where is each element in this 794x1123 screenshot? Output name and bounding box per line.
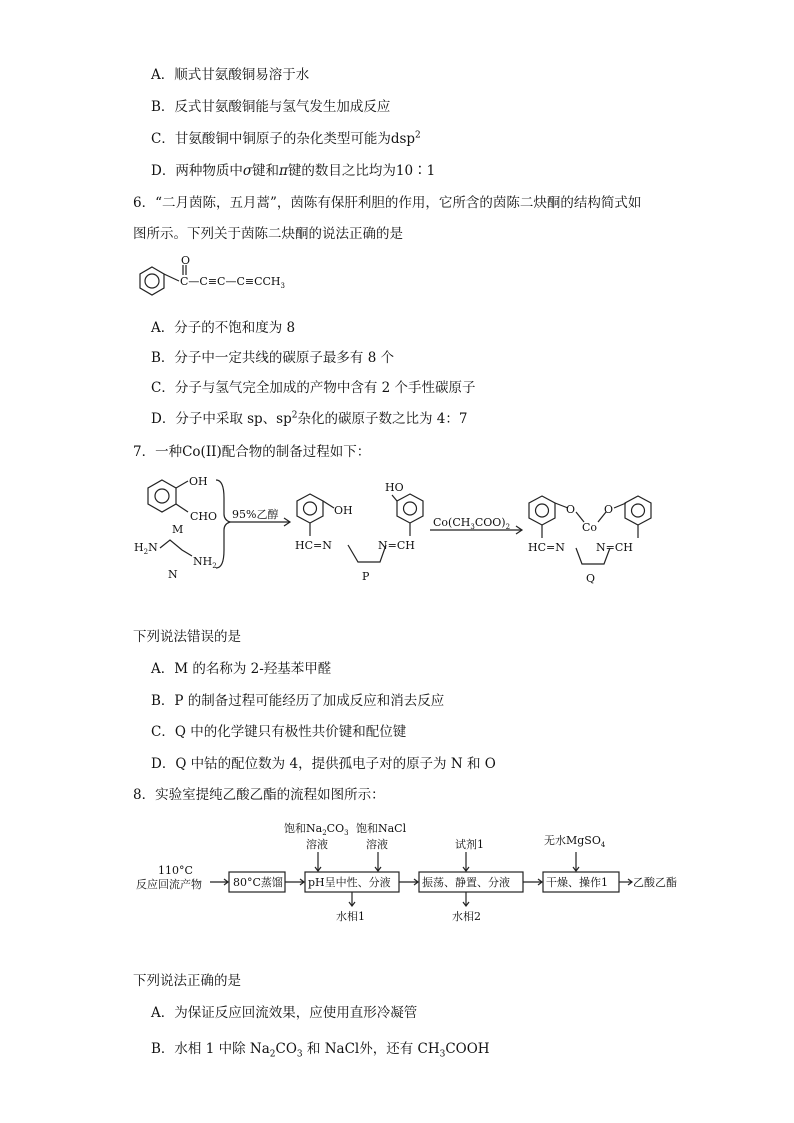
p-oh-left: OH (334, 504, 353, 517)
q7-option-b: B．P 的制备过程可能经历了加成反应和消去反应 (151, 693, 445, 709)
flow-box-neutral-separation-label: pH呈中性、分液 (308, 876, 391, 889)
n-h2n-label: $H_2N$ (134, 541, 158, 556)
q7-prompt: 下列说法错误的是 (133, 629, 241, 645)
p-imine-right: N=CH (378, 539, 415, 552)
q8-stem: 8．实验室提纯乙酸乙酯的流程如图所示： (133, 787, 385, 803)
flow-aqueous-1: 水相1 (336, 910, 365, 923)
reagent-1: 试剂1 (455, 838, 484, 851)
q-left-ring (529, 496, 555, 525)
ethylenediamine-chain (160, 540, 192, 556)
p-ho-right: HO (385, 481, 404, 494)
flow-start-label: 反应回流产物 (136, 878, 202, 891)
q5-option-c: C．甘氨酸铜中铜原子的杂化类型可能为dsp$^2$ (151, 130, 421, 147)
p-label: P (362, 570, 370, 583)
q7-option-d: D．Q 中钴的配位数为 4，提供孤电子对的原子为 N 和 O (151, 756, 496, 772)
q-imine-right: N=CH (596, 541, 633, 554)
p-right-ring (397, 494, 423, 523)
reagent-nacl-solution: 溶液 (366, 838, 388, 851)
q-o-left: O (566, 503, 576, 516)
reagent-mgso4: 无水MgSO$_4$ (544, 834, 606, 849)
benzene-aromatic-circle (145, 274, 159, 288)
q6-option-d: D．分子中采取 sp、$sp^2$杂化的碳原子数之比为 4：7 (151, 410, 468, 427)
reactants-brace (216, 480, 230, 568)
q5-option-d: D．两种物质中σ键和π键的数目之比均为10∶1 (151, 163, 436, 179)
q7-reaction-scheme (130, 468, 670, 590)
q7-option-c: C．Q 中的化学键只有极性共价键和配位键 (151, 724, 407, 740)
flow-box-dry-label: 干燥、操作1 (546, 876, 608, 889)
q6-structure-diagram (130, 255, 300, 305)
m-benzene-ring (148, 480, 176, 512)
m-oh-label: OH (189, 475, 208, 488)
m-cho-label: CHO (190, 510, 218, 523)
reagent-ethanol: 95%乙醇 (232, 508, 279, 521)
n-label: N (168, 568, 178, 581)
flow-product: 乙酸乙酯 (633, 876, 677, 889)
q8-flow-diagram (130, 818, 690, 933)
flow-start-temp: 110°C (158, 864, 193, 877)
q6-stem-line-2: 图所示。下列关于茵陈二炔酮的说法正确的是 (133, 226, 403, 242)
flow-box-distillation-label: 80°C蒸馏 (233, 876, 283, 889)
q-label: Q (586, 572, 596, 585)
q6-stem-line-1: 6．“二月茵陈，五月蒿”，茵陈有保肝利胆的作用，它所含的茵陈二炔酮的结构简式如 (133, 195, 642, 211)
reagent-cobalt-acetate: $Co(CH_3COO)_2$ (433, 516, 511, 531)
benzene-ring (140, 267, 164, 295)
q8-option-b: B．水相 1 中除 $Na_2CO_3$ 和 NaCl外，还有 $CH_3COOH$ (151, 1041, 490, 1060)
q-right-ring (625, 496, 651, 525)
q6-option-b: B．分子中一定共线的碳原子最多有 8 个 (151, 350, 395, 366)
q5-option-a: A．顺式甘氨酸铜易溶于水 (151, 67, 310, 83)
reagent-nacl: 饱和NaCl (356, 822, 407, 835)
q7-option-a: A．M 的名称为 2-羟基苯甲醛 (151, 661, 332, 677)
q8-option-a: A．为保证反应回流效果，应使用直形冷凝管 (151, 1005, 418, 1021)
q-imine-left: HC=N (528, 541, 565, 554)
p-imine-left: HC=N (295, 539, 332, 552)
m-label: M (172, 523, 184, 536)
n-nh2-label: $NH_2$ (193, 555, 217, 570)
carbon-chain-label: $C—C\equiv C—C\equiv CCH_3$ (180, 275, 285, 290)
q-o-right: O (604, 503, 614, 516)
q5-option-b: B．反式甘氨酸铜能与氢气发生加成反应 (151, 99, 391, 115)
q6-option-c: C．分子与氢气完全加成的产物中含有 2 个手性碳原子 (151, 380, 476, 396)
flow-box-shake-separation-label: 振荡、静置、分液 (422, 876, 510, 889)
q7-stem: 7．一种Co(II)配合物的制备过程如下： (133, 444, 371, 460)
carbonyl-oxygen: O (181, 254, 191, 267)
ring-carbonyl-bond (164, 274, 179, 281)
p-left-ring (297, 494, 323, 523)
q6-option-a: A．分子的不饱和度为 8 (151, 320, 296, 336)
flow-aqueous-2: 水相2 (452, 910, 481, 923)
q8-prompt: 下列说法正确的是 (133, 973, 241, 989)
reagent-na2co3: 饱和$Na_2CO_3$ (284, 822, 349, 837)
q-cobalt: Co (582, 521, 598, 534)
reagent-na2co3-solution: 溶液 (306, 838, 328, 851)
